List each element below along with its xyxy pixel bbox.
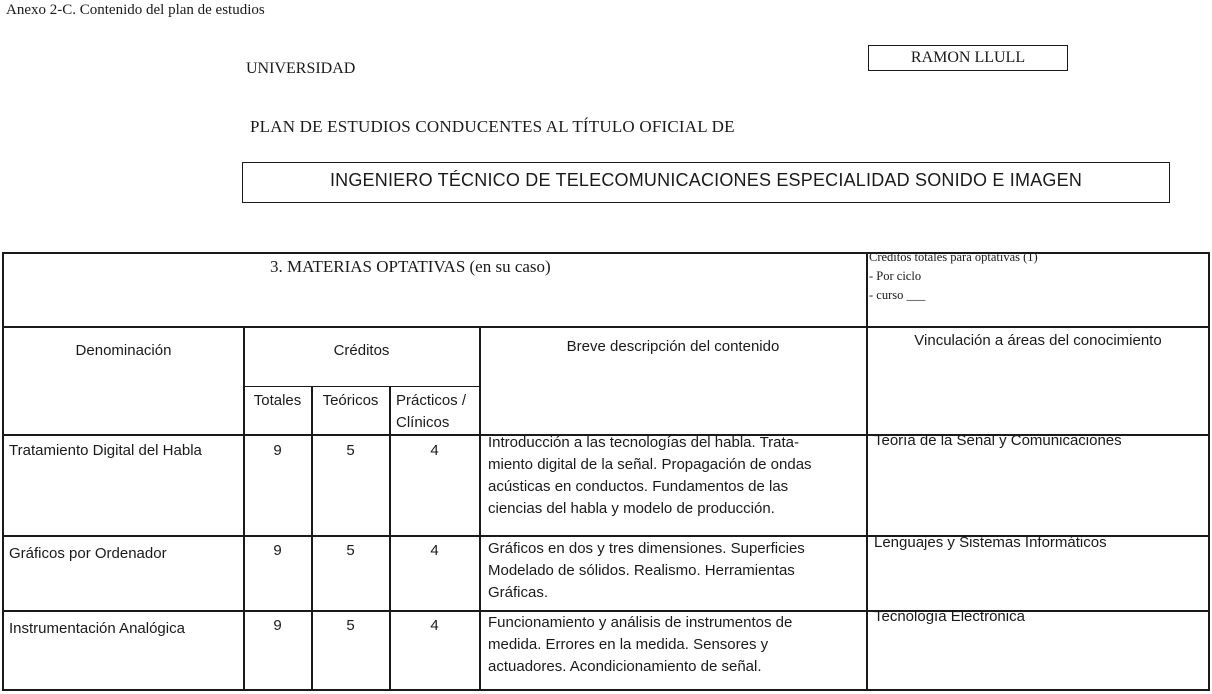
col-header-vinculacion: Vinculación a áreas del conocimiento: [914, 332, 1162, 349]
subject-description: [488, 538, 805, 604]
credits-info: [869, 248, 1038, 305]
col-header-teoricos: Teóricos: [322, 392, 379, 409]
credits-practicos: 4: [430, 617, 439, 634]
col-header-creditos: Créditos: [333, 342, 390, 359]
credits-info-line: - Por ciclo: [869, 269, 922, 283]
col-header-denominacion: Denominación: [75, 342, 172, 359]
credits-teoricos: 5: [346, 542, 355, 559]
subject-name: Instrumentación Analógica: [9, 620, 185, 637]
university-name-box: RAMON LLULL: [868, 45, 1068, 71]
subject-name: Gráficos por Ordenador: [9, 545, 167, 562]
description-line: medida. Errores en la medida. Sensores y: [488, 636, 769, 653]
subject-name: Tratamiento Digital del Habla: [9, 442, 202, 459]
subject-description: [488, 612, 792, 678]
description-line: Funcionamiento y análisis de instrumentos de: [488, 614, 793, 631]
credits-totales: 9: [273, 542, 282, 559]
description-line: acústicas en conductos. Fundamentos de las: [488, 478, 789, 495]
credits-info-line: - curso ___: [869, 288, 926, 302]
credits-practicos: 4: [430, 442, 439, 459]
description-line: Modelado de sólidos. Realismo. Herramientas: [488, 562, 795, 579]
description-line: actuadores. Acondicionamiento de señal.: [488, 658, 762, 675]
subject-description: [488, 432, 812, 520]
knowledge-area: Teoría de la Señal y Comunicaciones: [874, 432, 1122, 449]
description-line: Gráficos en dos y tres dimensiones. Superficies: [488, 540, 805, 557]
col-header-practicos: Prácticos / Clínicos: [396, 392, 467, 431]
credits-teoricos: 5: [346, 442, 355, 459]
credits-info-line: Créditos totales para optativas (1): [869, 250, 1038, 264]
description-line: ciencias del habla y modelo de producción.: [488, 500, 775, 517]
section-title: 3. MATERIAS OPTATIVAS (en su caso): [270, 257, 551, 276]
credits-totales: 9: [273, 617, 282, 634]
description-line: Gráficas.: [488, 584, 549, 601]
plan-label: PLAN DE ESTUDIOS CONDUCENTES AL TÍTULO OFICIAL DE: [250, 117, 735, 136]
col-header-totales: Totales: [253, 392, 302, 409]
degree-title-box: INGENIERO TÉCNICO DE TELECOMUNICACIONES ESPECIALIDAD SONIDO E IMAGEN: [242, 162, 1170, 203]
annex-label: Anexo 2-C. Contenido del plan de estudios: [6, 2, 265, 18]
university-label: UNIVERSIDAD: [246, 60, 356, 77]
credits-teoricos: 5: [346, 617, 355, 634]
credits-totales: 9: [273, 442, 282, 459]
col-header-descripcion: Breve descripción del contenido: [566, 338, 780, 355]
description-line: miento digital de la señal. Propagación de ondas: [488, 456, 812, 473]
knowledge-area: Lenguajes y Sistemas Informáticos: [874, 534, 1107, 551]
credits-practicos: 4: [430, 542, 439, 559]
description-line: Introducción a las tecnologías del habla. Trata-: [488, 434, 800, 451]
knowledge-area: Tecnología Electrónica: [874, 608, 1025, 625]
